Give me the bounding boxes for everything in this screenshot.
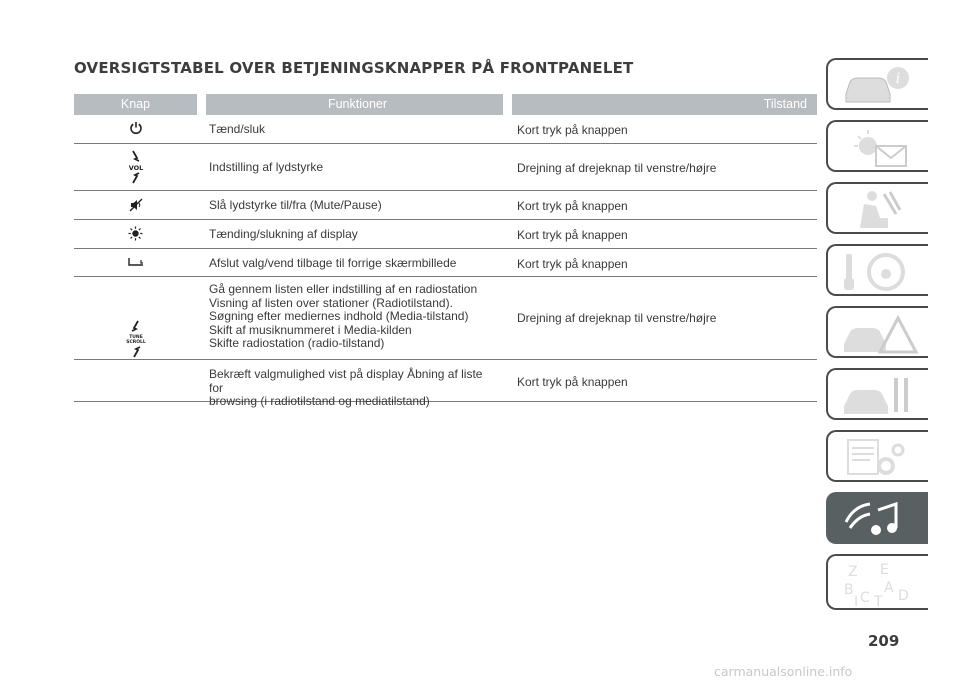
car-info-icon — [840, 64, 920, 108]
vol-knob-icon — [74, 149, 197, 185]
funktion-line: Skifte radiostation (radio-tilstand) — [209, 336, 385, 350]
table-row — [74, 249, 817, 277]
row-tilstand: Kort tryk på knappen — [517, 123, 628, 137]
tab-index[interactable] — [826, 554, 928, 610]
power-icon — [74, 121, 197, 135]
mute-icon — [74, 198, 197, 212]
funktion-line: browsing (i radiotilstand og mediatilstand) — [209, 394, 430, 408]
tab-car-tools[interactable] — [826, 368, 928, 420]
header-divider — [503, 94, 512, 115]
display-icon — [74, 226, 197, 241]
vol-label: VOL — [128, 164, 143, 172]
svg-text:E: E — [880, 562, 889, 578]
svg-text:C: C — [860, 590, 870, 606]
tab-car-info[interactable] — [826, 58, 928, 110]
svg-text:A: A — [884, 580, 894, 596]
row-tilstand: Drejning af drejeknap til venstre/højre — [517, 311, 717, 325]
funktion-line: Visning af listen over stationer (Radiotilstand). — [209, 295, 453, 310]
index-az-icon — [840, 560, 920, 608]
emergency-road-icon — [840, 312, 920, 356]
tab-seat-airbag[interactable] — [826, 182, 928, 234]
svg-text:D: D — [898, 588, 909, 604]
funktion-line: Bekræft valgmulighed vist på display Åbning af liste for — [209, 367, 483, 395]
row-funktion: Tænd/sluk — [209, 122, 266, 136]
multimedia-icon — [840, 498, 920, 542]
funktion-line: Søgning efter mediernes indhold (Media-tilstand) — [209, 309, 469, 323]
row-tilstand: Kort tryk på knappen — [517, 228, 628, 242]
row-funktion-lines — [209, 283, 499, 351]
svg-text:B: B — [844, 582, 854, 598]
row-funktion: Afslut valg/vend tilbage til forrige skærmbillede — [209, 256, 457, 270]
svg-text:T: T — [874, 594, 883, 608]
page-number: 209 — [868, 632, 900, 650]
table-row — [74, 144, 817, 191]
row-tilstand: Kort tryk på knappen — [517, 375, 628, 389]
row-tilstand: Kort tryk på knappen — [517, 199, 628, 213]
seat-airbag-icon — [840, 188, 920, 232]
key-steering-icon — [840, 250, 920, 294]
back-arrow-icon — [74, 257, 197, 267]
row-funktion: Tænding/slukning af display — [209, 227, 358, 241]
header-funktioner: Funktioner — [327, 97, 388, 111]
tab-specs[interactable] — [826, 430, 928, 482]
table-row — [74, 360, 817, 408]
table-row — [74, 191, 817, 220]
car-tools-icon — [840, 374, 920, 418]
row-funktion: Slå lydstyrke til/fra (Mute/Pause) — [209, 198, 382, 212]
row-funktion: Indstilling af lydstyrke — [209, 160, 324, 174]
tab-multimedia[interactable] — [826, 492, 928, 544]
tab-emergency[interactable] — [826, 306, 928, 358]
tab-key-steering[interactable] — [826, 244, 928, 296]
footer-watermark: carmanualsonline.info — [714, 664, 853, 679]
page-title: OVERSIGTSTABEL OVER BETJENINGSKNAPPER PÅ FRONTPANELET — [74, 59, 634, 77]
row-funktion-lines — [209, 368, 499, 409]
funktion-line: Skift af musiknummeret i Media-kilden — [209, 322, 412, 337]
table-header — [74, 94, 817, 115]
header-divider — [197, 94, 206, 115]
specs-gear-icon — [840, 436, 920, 480]
header-knap: Knap — [120, 97, 151, 111]
warning-lights-icon — [840, 126, 920, 170]
tune-label: TUNE — [128, 335, 143, 340]
tune-scroll-knob-icon — [74, 319, 197, 359]
scroll-label: SCROLL — [125, 340, 146, 345]
row-tilstand: Drejning af drejeknap til venstre/højre — [517, 161, 717, 175]
svg-text:Z: Z — [848, 564, 858, 580]
header-tilstand: Tilstand — [763, 97, 807, 111]
table-row — [74, 277, 817, 360]
svg-text:I: I — [854, 594, 859, 608]
table-row — [74, 220, 817, 249]
tab-warning-lights[interactable] — [826, 120, 928, 172]
funktion-line: Gå gennem listen eller indstilling af en radiostation — [209, 282, 478, 296]
table-row — [74, 115, 817, 144]
svg-text:i: i — [895, 71, 901, 87]
row-tilstand: Kort tryk på knappen — [517, 257, 628, 271]
